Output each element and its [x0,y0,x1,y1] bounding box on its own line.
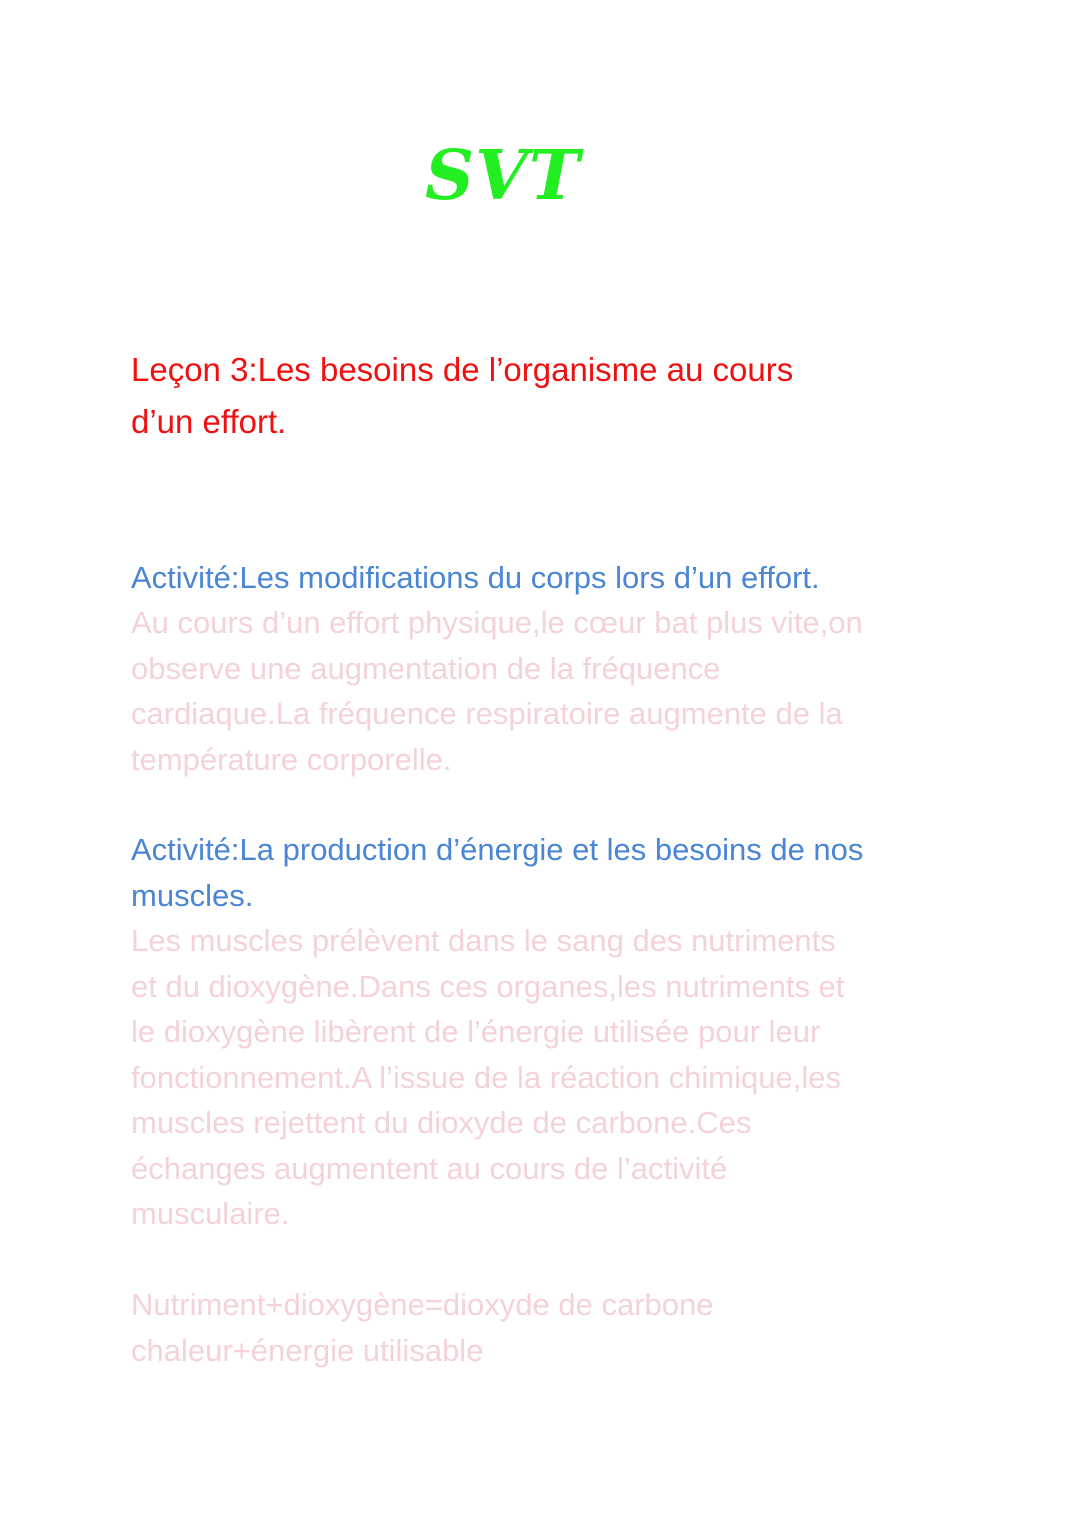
lesson-heading: Leçon 3:Les besoins de l’organisme au cours d’un effort. [131,351,794,440]
activity-2-text: Les muscles prélèvent dans le sang des nutriments et du dioxygène.Dans ces organes,les nutriments et le dioxygène libèrent de l’énergie utilisée pour leur fonctionnement.A l’issue de la réaction chimique,les muscles rejettent du dioxyde de carbone.Ces échanges augmentent au cours de l’activité musculaire. [131,923,845,1231]
activity-1-heading: Activité:Les modifications du corps lors d’un effort. [131,560,820,595]
activity-2-heading: Activité:La production d’énergie et les besoins de nos muscles. [131,832,864,913]
activity-1-text: Au cours d’un effort physique,le cœur bat plus vite,on observe une augmentation de la fréquence cardiaque.La fréquence respiratoire augmente de la température corporelle. [131,605,863,777]
document-title: SVT [425,136,581,216]
equation-text: Nutriment+dioxygène=dioxyde de carbone chaleur+énergie utilisable [131,1287,714,1368]
